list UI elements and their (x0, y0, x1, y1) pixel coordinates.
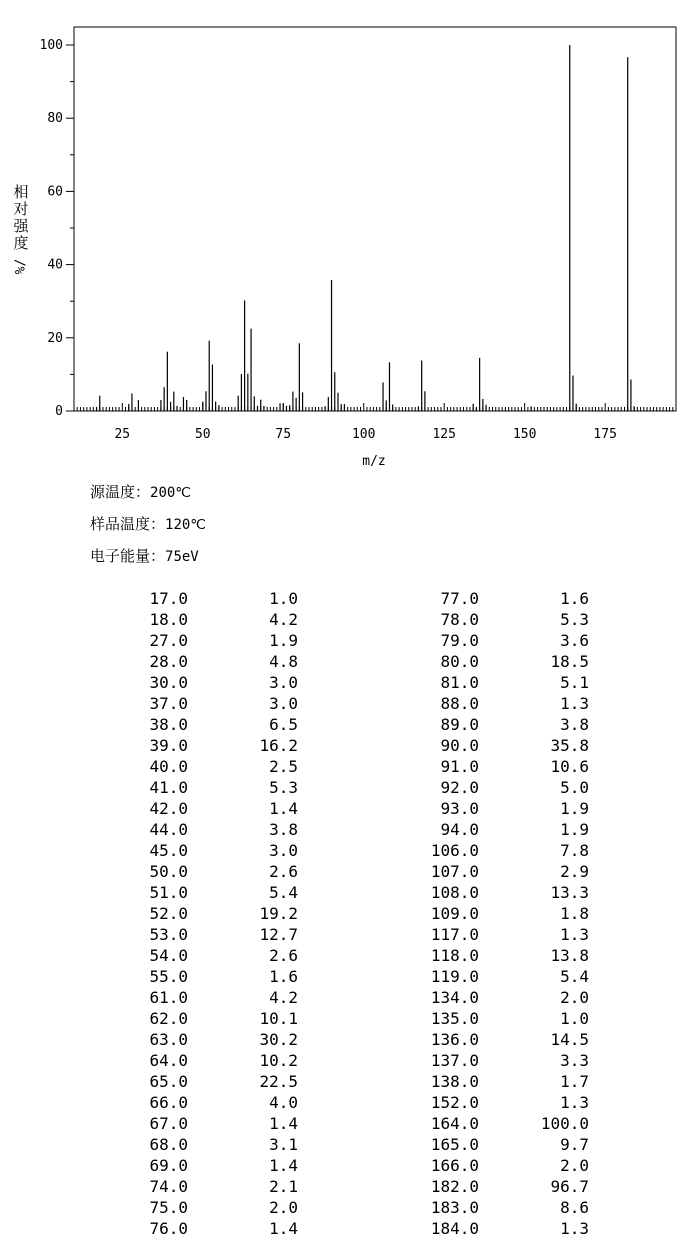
mz-value: 89.0 (440, 715, 479, 734)
mz-value: 165.0 (430, 1135, 479, 1154)
table-row (0, 1029, 694, 1050)
table-row (0, 1071, 694, 1092)
intensity-value: 2.0 (560, 1156, 589, 1175)
intensity-value: 1.3 (560, 1093, 589, 1112)
intensity-value: 5.1 (560, 673, 589, 692)
table-row (0, 924, 694, 945)
x-tick-label-150: 150 (512, 427, 537, 442)
table-row (0, 819, 694, 840)
intensity-value: 2.6 (269, 946, 298, 965)
table-row (0, 756, 694, 777)
mz-value: 45.0 (149, 841, 188, 860)
intensity-value: 4.2 (269, 988, 298, 1007)
y-tick-label-40: 40 (47, 257, 63, 273)
table-row (0, 798, 694, 819)
table-row (0, 1155, 694, 1176)
intensity-value: 1.0 (560, 1009, 589, 1028)
mz-value: 30.0 (149, 673, 188, 692)
intensity-value: 5.4 (560, 967, 589, 986)
intensity-value: 16.2 (259, 736, 298, 755)
intensity-value: 10.6 (550, 757, 589, 776)
table-row (0, 777, 694, 798)
x-tick-label-175: 175 (593, 427, 617, 442)
x-axis-label: m/z (362, 454, 386, 469)
mz-value: 80.0 (440, 652, 479, 671)
mz-value: 68.0 (149, 1135, 188, 1154)
intensity-value: 1.9 (269, 631, 298, 650)
mz-value: 18.0 (149, 610, 188, 629)
y-axis-label-part: 度 (13, 234, 29, 252)
table-row (0, 840, 694, 861)
intensity-value: 1.4 (269, 1114, 298, 1133)
mz-value: 79.0 (440, 631, 479, 650)
source-temp-label: 源温度： (90, 483, 151, 501)
intensity-value: 2.5 (269, 757, 298, 776)
intensity-value: 2.1 (269, 1177, 298, 1196)
plot-frame (74, 27, 676, 411)
mz-value: 77.0 (440, 589, 479, 608)
mz-value: 93.0 (440, 799, 479, 818)
mz-value: 119.0 (430, 967, 479, 986)
table-row (0, 693, 694, 714)
table-row (0, 609, 694, 630)
y-axis-label-part: 相 (13, 183, 29, 201)
table-row (0, 1050, 694, 1071)
peak-table (0, 588, 694, 1238)
table-row (0, 630, 694, 651)
mz-value: 118.0 (430, 946, 479, 965)
intensity-value: 3.6 (560, 631, 589, 650)
intensity-value: 30.2 (259, 1030, 298, 1049)
sample-temp-value: 120℃ (165, 517, 207, 533)
mz-value: 17.0 (149, 589, 188, 608)
mz-value: 92.0 (440, 778, 479, 797)
mz-value: 61.0 (149, 988, 188, 1007)
y-axis-label-part: %/ (13, 258, 29, 275)
mz-value: 152.0 (430, 1093, 479, 1112)
table-row (0, 1092, 694, 1113)
intensity-value: 1.3 (560, 694, 589, 713)
intensity-value: 1.0 (269, 589, 298, 608)
mz-value: 67.0 (149, 1114, 188, 1133)
y-tick-label-0: 0 (55, 404, 63, 419)
intensity-value: 14.5 (550, 1030, 589, 1049)
y-axis-label-part: 对 (13, 200, 29, 218)
intensity-value: 2.9 (560, 862, 589, 881)
mz-value: 138.0 (430, 1072, 479, 1091)
intensity-value: 18.5 (550, 652, 589, 671)
intensity-value: 3.0 (269, 673, 298, 692)
intensity-value: 4.8 (269, 652, 298, 671)
table-row (0, 945, 694, 966)
mz-value: 63.0 (149, 1030, 188, 1049)
intensity-value: 7.8 (560, 841, 589, 860)
intensity-value: 35.8 (550, 736, 589, 755)
intensity-value: 1.7 (560, 1072, 589, 1091)
mz-value: 38.0 (149, 715, 188, 734)
mz-value: 136.0 (430, 1030, 479, 1049)
source-temp-value: 200℃ (150, 485, 192, 501)
intensity-value: 1.9 (560, 820, 589, 839)
intensity-value: 5.3 (269, 778, 298, 797)
table-row (0, 903, 694, 924)
intensity-value: 5.0 (560, 778, 589, 797)
spectrum-bars (97, 45, 635, 411)
mz-value: 134.0 (430, 988, 479, 1007)
mz-value: 135.0 (430, 1009, 479, 1028)
mz-value: 109.0 (430, 904, 479, 923)
intensity-value: 8.6 (560, 1198, 589, 1217)
table-row (0, 966, 694, 987)
mz-value: 166.0 (430, 1156, 479, 1175)
mz-value: 91.0 (440, 757, 479, 776)
table-row (0, 588, 694, 609)
mz-value: 53.0 (149, 925, 188, 944)
intensity-value: 1.4 (269, 1156, 298, 1175)
mz-value: 107.0 (430, 862, 479, 881)
mz-value: 88.0 (440, 694, 479, 713)
x-tick-label-100: 100 (351, 427, 376, 442)
table-row (0, 1008, 694, 1029)
intensity-value: 100.0 (540, 1114, 589, 1133)
mz-value: 44.0 (149, 820, 188, 839)
intensity-value: 1.6 (560, 589, 589, 608)
mz-value: 39.0 (149, 736, 188, 755)
intensity-value: 2.6 (269, 862, 298, 881)
intensity-value: 13.8 (550, 946, 589, 965)
x-axis-ticks (74, 403, 676, 442)
mz-value: 41.0 (149, 778, 188, 797)
intensity-value: 5.3 (560, 610, 589, 629)
y-axis-ticks (40, 38, 74, 419)
intensity-value: 3.0 (269, 694, 298, 713)
mz-value: 74.0 (149, 1177, 188, 1196)
intensity-value: 1.4 (269, 799, 298, 818)
y-tick-label-60: 60 (47, 184, 63, 200)
intensity-value: 13.3 (550, 883, 589, 902)
y-axis-label-part: 强 (13, 217, 29, 235)
intensity-value: 1.8 (560, 904, 589, 923)
y-tick-label-20: 20 (47, 330, 63, 346)
x-tick-label-50: 50 (194, 427, 211, 442)
mz-value: 28.0 (149, 652, 188, 671)
mz-value: 52.0 (149, 904, 188, 923)
mz-value: 108.0 (430, 883, 479, 902)
intensity-value: 3.3 (560, 1051, 589, 1070)
intensity-value: 19.2 (259, 904, 298, 923)
sample-temperature (90, 513, 206, 534)
electron-energy (90, 545, 199, 566)
energy-label: 电子能量： (90, 547, 166, 565)
mz-value: 69.0 (149, 1156, 188, 1175)
mz-value: 42.0 (149, 799, 188, 818)
intensity-value: 6.5 (269, 715, 298, 734)
table-row (0, 735, 694, 756)
mz-value: 81.0 (440, 673, 479, 692)
table-row (0, 651, 694, 672)
mz-value: 184.0 (430, 1219, 479, 1238)
intensity-value: 10.1 (259, 1009, 298, 1028)
intensity-value: 2.0 (560, 988, 589, 1007)
mz-value: 94.0 (440, 820, 479, 839)
table-row (0, 1113, 694, 1134)
intensity-value: 3.1 (269, 1135, 298, 1154)
mass-spectrum-chart (0, 0, 694, 480)
table-row (0, 882, 694, 903)
mz-value: 54.0 (149, 946, 188, 965)
mz-value: 75.0 (149, 1198, 188, 1217)
y-tick-label-100: 100 (39, 38, 63, 53)
intensity-value: 1.3 (560, 925, 589, 944)
mz-value: 55.0 (149, 967, 188, 986)
y-tick-label-80: 80 (47, 111, 63, 127)
source-temperature (90, 481, 191, 502)
table-row (0, 861, 694, 882)
intensity-value: 4.2 (269, 610, 298, 629)
intensity-value: 1.6 (269, 967, 298, 986)
mz-value: 164.0 (430, 1114, 479, 1133)
intensity-value: 3.8 (269, 820, 298, 839)
mz-value: 40.0 (149, 757, 188, 776)
mz-value: 27.0 (149, 631, 188, 650)
mz-value: 50.0 (149, 862, 188, 881)
energy-value: 75eV (165, 549, 199, 565)
intensity-value: 1.9 (560, 799, 589, 818)
x-tick-label-125: 125 (432, 427, 456, 442)
intensity-value: 3.8 (560, 715, 589, 734)
mz-value: 65.0 (149, 1072, 188, 1091)
sample-temp-label: 样品温度： (90, 515, 166, 533)
intensity-value: 12.7 (259, 925, 298, 944)
x-tick-label-25: 25 (114, 427, 131, 442)
mz-value: 106.0 (430, 841, 479, 860)
intensity-value: 3.0 (269, 841, 298, 860)
intensity-value: 9.7 (560, 1135, 589, 1154)
mz-value: 76.0 (149, 1219, 188, 1238)
intensity-value: 22.5 (259, 1072, 298, 1091)
mz-value: 62.0 (149, 1009, 188, 1028)
table-row (0, 1197, 694, 1218)
intensity-value: 10.2 (259, 1051, 298, 1070)
intensity-value: 1.4 (269, 1219, 298, 1238)
mz-value: 78.0 (440, 610, 479, 629)
mz-value: 90.0 (440, 736, 479, 755)
mz-value: 117.0 (430, 925, 479, 944)
table-row (0, 1176, 694, 1197)
intensity-value: 2.0 (269, 1198, 298, 1217)
intensity-value: 5.4 (269, 883, 298, 902)
mz-value: 137.0 (430, 1051, 479, 1070)
mz-value: 64.0 (149, 1051, 188, 1070)
x-tick-label-75: 75 (275, 427, 292, 442)
intensity-value: 96.7 (550, 1177, 589, 1196)
mz-value: 182.0 (430, 1177, 479, 1196)
table-row (0, 1218, 694, 1239)
mz-value: 37.0 (149, 694, 188, 713)
table-row (0, 1134, 694, 1155)
mz-value: 183.0 (430, 1198, 479, 1217)
mz-value: 66.0 (149, 1093, 188, 1112)
table-row (0, 672, 694, 693)
y-axis-label (12, 184, 30, 275)
intensity-value: 1.3 (560, 1219, 589, 1238)
table-row (0, 987, 694, 1008)
intensity-value: 4.0 (269, 1093, 298, 1112)
table-row (0, 714, 694, 735)
mz-value: 51.0 (149, 883, 188, 902)
